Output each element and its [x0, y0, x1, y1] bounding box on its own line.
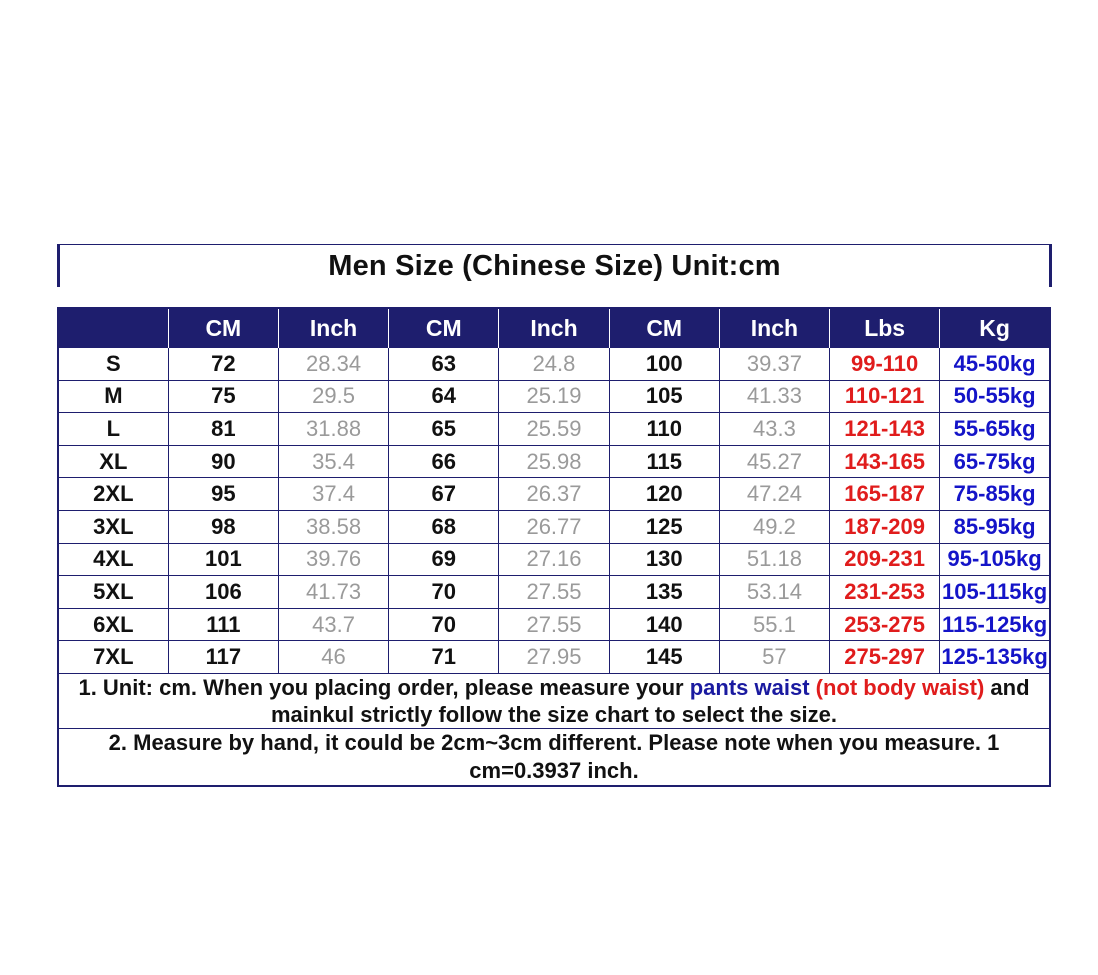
table-cell: 38.58 — [278, 510, 388, 543]
table-cell: 26.37 — [499, 478, 609, 511]
table-cell: 105-115kg — [940, 576, 1050, 609]
table-cell: 110-121 — [830, 380, 940, 413]
table-row — [58, 445, 1050, 478]
table-row — [58, 413, 1050, 446]
table-cell: 231-253 — [830, 576, 940, 609]
note-1 — [58, 673, 1050, 728]
column-header-6: Inch — [719, 308, 829, 348]
size-label-cell: 3XL — [58, 510, 168, 543]
table-cell: 55.1 — [719, 608, 829, 641]
table-cell: 130 — [609, 543, 719, 576]
table-cell: 37.4 — [278, 478, 388, 511]
table-cell: 43.3 — [719, 413, 829, 446]
table-cell: 90 — [168, 445, 278, 478]
column-header-5: CM — [609, 308, 719, 348]
table-cell: 115-125kg — [940, 608, 1050, 641]
table-cell: 187-209 — [830, 510, 940, 543]
table-cell: 75-85kg — [940, 478, 1050, 511]
table-cell: 85-95kg — [940, 510, 1050, 543]
table-cell: 275-297 — [830, 641, 940, 674]
size-label-cell: 2XL — [58, 478, 168, 511]
column-header-0 — [58, 308, 168, 348]
table-row — [58, 608, 1050, 641]
column-header-8: Kg — [940, 308, 1050, 348]
table-cell: 39.76 — [278, 543, 388, 576]
size-label-cell: 6XL — [58, 608, 168, 641]
chart-title: Men Size (Chinese Size) Unit:cm — [328, 249, 781, 282]
table-cell: 115 — [609, 445, 719, 478]
table-cell: 98 — [168, 510, 278, 543]
table-cell: 143-165 — [830, 445, 940, 478]
table-cell: 25.59 — [499, 413, 609, 446]
table-cell: 100 — [609, 348, 719, 381]
table-cell: 69 — [389, 543, 499, 576]
size-label-cell: L — [58, 413, 168, 446]
table-row — [58, 478, 1050, 511]
table-cell: 25.98 — [499, 445, 609, 478]
table-cell: 106 — [168, 576, 278, 609]
table-row — [58, 380, 1050, 413]
table-cell: 41.33 — [719, 380, 829, 413]
note-1-pants-waist: pants waist — [689, 674, 810, 700]
table-cell: 101 — [168, 543, 278, 576]
table-cell: 27.55 — [499, 576, 609, 609]
table-cell: 135 — [609, 576, 719, 609]
size-label-cell: XL — [58, 445, 168, 478]
size-table — [57, 307, 1051, 787]
size-label-cell: S — [58, 348, 168, 381]
column-header-2: Inch — [278, 308, 388, 348]
table-body — [58, 348, 1050, 674]
table-cell: 43.7 — [278, 608, 388, 641]
table-cell: 68 — [389, 510, 499, 543]
table-cell: 45.27 — [719, 445, 829, 478]
note-1-text-a: 1. Unit: cm. When you placing order, please measure your — [78, 674, 690, 700]
table-cell: 39.37 — [719, 348, 829, 381]
table-row — [58, 641, 1050, 674]
table-cell: 120 — [609, 478, 719, 511]
table-cell: 145 — [609, 641, 719, 674]
table-cell: 253-275 — [830, 608, 940, 641]
table-cell: 25.19 — [499, 380, 609, 413]
table-cell: 70 — [389, 608, 499, 641]
table-cell: 121-143 — [830, 413, 940, 446]
table-cell: 99-110 — [830, 348, 940, 381]
table-cell: 64 — [389, 380, 499, 413]
table-cell: 66 — [389, 445, 499, 478]
table-cell: 50-55kg — [940, 380, 1050, 413]
note-2: 2. Measure by hand, it could be 2cm~3cm different. Please note when you measure. 1 cm=0.3937 inch. — [58, 728, 1050, 786]
table-cell: 27.55 — [499, 608, 609, 641]
size-label-cell: M — [58, 380, 168, 413]
table-cell: 28.34 — [278, 348, 388, 381]
table-cell: 165-187 — [830, 478, 940, 511]
table-cell: 140 — [609, 608, 719, 641]
size-label-cell: 7XL — [58, 641, 168, 674]
table-row — [58, 348, 1050, 381]
note-row-1 — [58, 673, 1050, 728]
note-1-text-d: and mainkul strictly follow the size chart to select the size. — [270, 674, 1030, 727]
table-cell: 95 — [168, 478, 278, 511]
table-cell: 53.14 — [719, 576, 829, 609]
column-header-7: Lbs — [830, 308, 940, 348]
table-cell: 67 — [389, 478, 499, 511]
table-cell: 75 — [168, 380, 278, 413]
column-header-1: CM — [168, 308, 278, 348]
table-cell: 63 — [389, 348, 499, 381]
table-cell: 81 — [168, 413, 278, 446]
table-cell: 111 — [168, 608, 278, 641]
table-cell: 51.18 — [719, 543, 829, 576]
table-cell: 49.2 — [719, 510, 829, 543]
table-cell: 41.73 — [278, 576, 388, 609]
table-cell: 45-50kg — [940, 348, 1050, 381]
size-label-cell: 5XL — [58, 576, 168, 609]
table-cell: 70 — [389, 576, 499, 609]
table-cell: 65-75kg — [940, 445, 1050, 478]
table-cell: 125 — [609, 510, 719, 543]
table-cell: 117 — [168, 641, 278, 674]
table-cell: 71 — [389, 641, 499, 674]
table-cell: 57 — [719, 641, 829, 674]
table-cell: 65 — [389, 413, 499, 446]
header-row — [58, 308, 1050, 348]
table-cell: 105 — [609, 380, 719, 413]
table-cell: 55-65kg — [940, 413, 1050, 446]
table-cell: 209-231 — [830, 543, 940, 576]
note-1-not-body-waist: (not body waist) — [809, 674, 985, 700]
table-cell: 47.24 — [719, 478, 829, 511]
table-row — [58, 576, 1050, 609]
table-cell: 31.88 — [278, 413, 388, 446]
table-cell: 35.4 — [278, 445, 388, 478]
column-header-3: CM — [389, 308, 499, 348]
table-cell: 24.8 — [499, 348, 609, 381]
table-cell: 27.16 — [499, 543, 609, 576]
table-row — [58, 543, 1050, 576]
table-cell: 95-105kg — [940, 543, 1050, 576]
table-cell: 29.5 — [278, 380, 388, 413]
table-cell: 27.95 — [499, 641, 609, 674]
table-cell: 110 — [609, 413, 719, 446]
table-cell: 72 — [168, 348, 278, 381]
table-cell: 125-135kg — [940, 641, 1050, 674]
table-row — [58, 510, 1050, 543]
note-row-2 — [58, 728, 1050, 786]
size-label-cell: 4XL — [58, 543, 168, 576]
column-header-4: Inch — [499, 308, 609, 348]
table-cell: 26.77 — [499, 510, 609, 543]
title-box — [57, 244, 1052, 287]
table-cell: 46 — [278, 641, 388, 674]
